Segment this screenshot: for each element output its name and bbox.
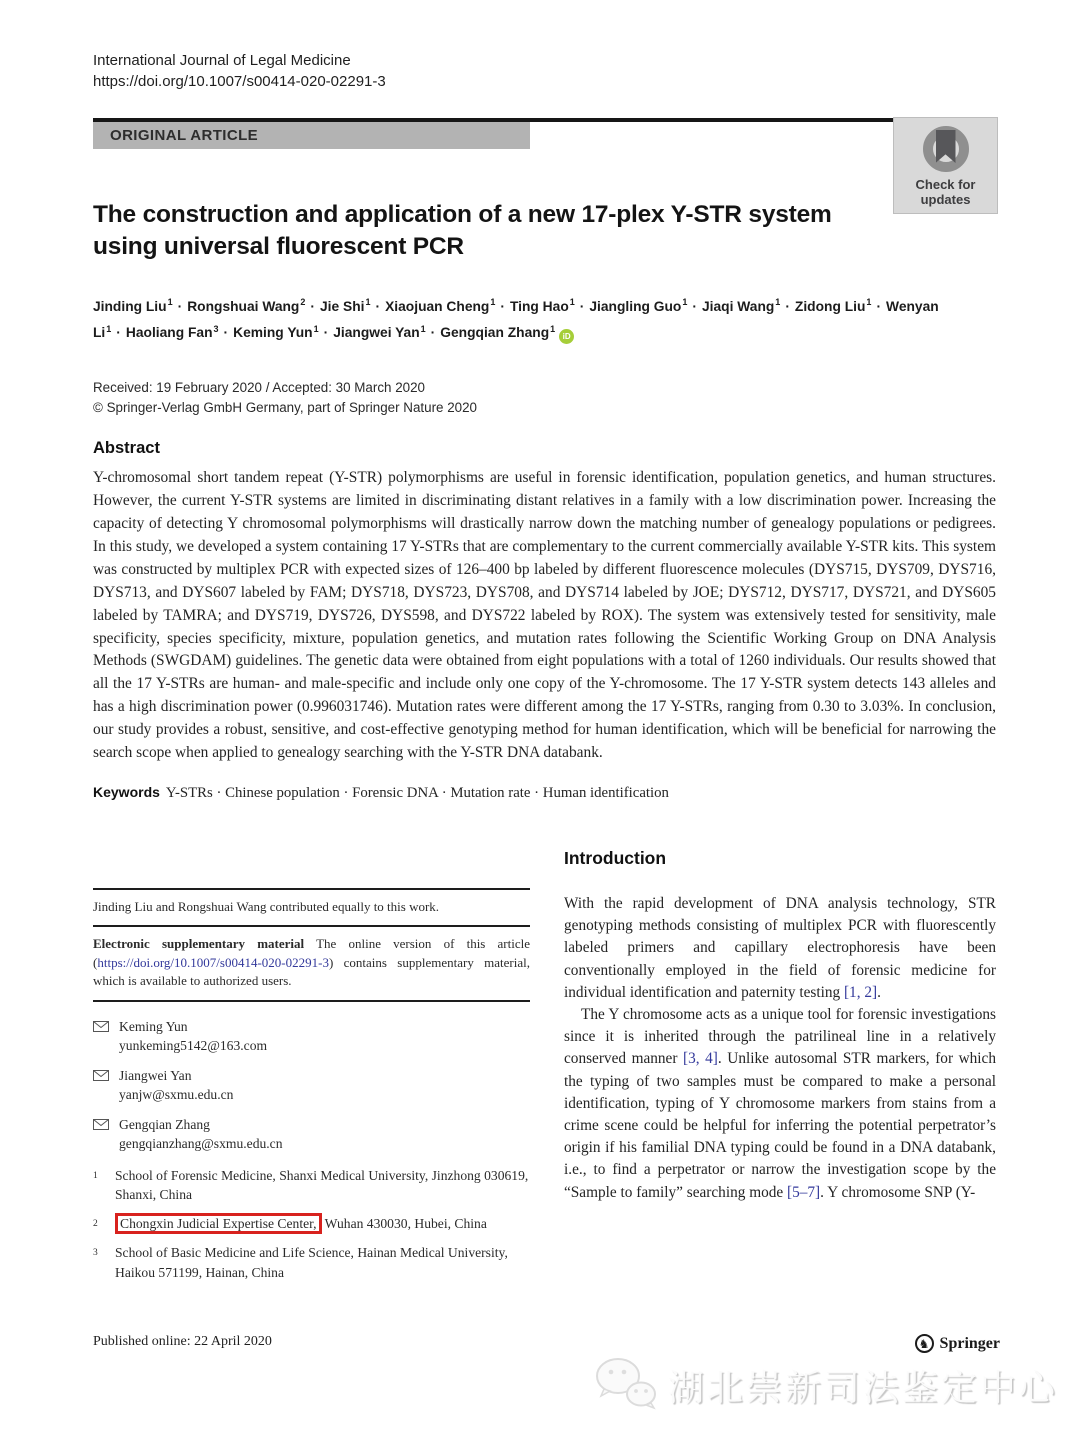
contact-entry bbox=[93, 1066, 530, 1104]
contact-name: Keming Yun bbox=[119, 1018, 188, 1034]
contact-entry bbox=[93, 1115, 530, 1153]
author-separator: · bbox=[375, 298, 381, 314]
check-updates-label: Check for updates bbox=[915, 177, 976, 207]
published-online: Published online: 22 April 2020 bbox=[93, 1334, 272, 1349]
envelope-icon bbox=[93, 1070, 109, 1081]
introduction-paragraph: With the rapid development of DNA analysis technology, STR genotyping methods consisting of multiplex PCR with fluorescently labeled primers and capillary electrophoresis have been conventionally employed in the field of forensic medicine for individual identification and paternity testing [1, 2]. bbox=[564, 894, 996, 1001]
author: Jiangwei Yan$^1$ bbox=[333, 323, 426, 341]
journal-doi: https://doi.org/10.1007/s00414-020-02291-3 bbox=[93, 73, 386, 90]
author: Xiaojuan Cheng$^1$ bbox=[385, 297, 496, 314]
equal-contribution-note: Jinding Liu and Rongshuai Wang contributed equally to this work. bbox=[93, 898, 440, 914]
two-column-region bbox=[93, 848, 996, 1292]
bookmark-icon bbox=[936, 130, 956, 163]
check-updates-icon bbox=[923, 126, 969, 172]
author: Jiangling Guo$^1$ bbox=[589, 297, 688, 314]
springer-emblem-icon: ♞ bbox=[915, 1334, 934, 1353]
contact-email: yunkeming5142@163.com bbox=[119, 1037, 268, 1053]
article-type-label: ORIGINAL ARTICLE bbox=[110, 127, 259, 144]
orcid-icon[interactable]: iD bbox=[559, 329, 574, 344]
keywords-label: Keywords bbox=[93, 783, 160, 800]
check-for-updates-badge[interactable] bbox=[893, 117, 998, 214]
footnote-rule bbox=[93, 1000, 530, 1002]
article-type-row bbox=[93, 118, 996, 207]
corresponding-authors bbox=[93, 1017, 530, 1153]
springer-wordmark: Springer bbox=[939, 1334, 1000, 1352]
author: Ting Hao$^1$ bbox=[509, 297, 575, 314]
author: Jinding Liu$^1$ bbox=[93, 297, 173, 314]
author-separator: · bbox=[310, 298, 315, 314]
citation-link[interactable]: [1, 2] bbox=[843, 983, 878, 1001]
received-accepted: Received: 19 February 2020 / Accepted: 30 March 2020 bbox=[93, 380, 425, 396]
red-highlight-box: Chongxin Judicial Expertise Center, bbox=[115, 1213, 322, 1234]
journal-name: International Journal of Legal Medicine bbox=[93, 52, 351, 69]
citation-link[interactable]: [3, 4] bbox=[683, 1050, 718, 1068]
author: Wenyan Li$^1$ bbox=[93, 298, 939, 341]
author-separator: · bbox=[692, 298, 697, 314]
envelope-icon bbox=[93, 1021, 109, 1032]
author: Zidong Liu$^1$ bbox=[794, 297, 872, 314]
citation-link[interactable]: [5–7] bbox=[787, 1183, 821, 1201]
article-title: The construction and application of a new 17-plex Y-STR system using universal fluorescent PCR bbox=[93, 201, 832, 260]
esm-label: Electronic supplementary material bbox=[93, 936, 305, 952]
contact-email: gengqianzhang@sxmu.edu.cn bbox=[119, 1135, 283, 1151]
introduction-paragraph: The Y chromosome acts as a unique tool for forensic investigations since it is inherited through the patrilineal line in a relatively conserved manner [3, 4]. Unlike autosomal STR markers, for which the typing of two samples must be compared to make a personal identification, typing of Y chromosome markers from stains from a crime scene could be helpful for inferring the potential perpetrator’s origin if his familial DNA typing could be found in a DNA databank, i.e., to find a perpetrator or narrow the investigation scope by the “Sample to family” searching mode [5–7]. Y chromosome SNP (Y- bbox=[564, 1005, 996, 1201]
author-separator: · bbox=[785, 298, 790, 314]
affiliation: 3 School of Basic Medicine and Life Science, Hainan Medical University, Haikou 571199, Hainan, China bbox=[93, 1245, 508, 1280]
author-separator: · bbox=[116, 325, 121, 341]
affiliation: 2 Chongxin Judicial Expertise Center, Wuhan 430030, Hubei, China bbox=[93, 1214, 530, 1235]
contact-name: Gengqian Zhang bbox=[119, 1116, 210, 1132]
abstract-heading: Abstract bbox=[93, 439, 160, 458]
envelope-icon bbox=[93, 1119, 109, 1130]
article-type-bar bbox=[93, 122, 530, 149]
keywords-text: Y-STRs · Chinese population · Forensic DNA · Mutation rate · Human identification bbox=[165, 784, 669, 801]
footnote-column bbox=[93, 848, 530, 1292]
author-separator: · bbox=[223, 325, 229, 341]
abstract-text: Y-chromosomal short tandem repeat (Y-STR) polymorphisms are useful in forensic identification, population genetics, and human structures. However, the current Y-STR systems are limited in discriminating distant relatives in a family with a low discrimination power. Increasing the capacity of detecting Y chromosomal polymorphisms will drastically narrow down the matching number of genealogy populations or pedigrees. In this study, we developed a system containing 17 Y-STRs that are complementary to the current commercially available Y-STR kits. This system was constructed by multiplex PCR with expected sizes of 126–400 bp labeled by different fluorescence molecules (DYS715, DYS709, DYS716, DYS713, and DYS607 labeled by FAM; DYS718, DYS723, DYS708, and DYS714 labeled by JOE; DYS712, DYS717, DYS721, and DYS605 labeled by TAMRA; and DYS719, DYS726, DYS598, and DYS722 labeled by ROX). The system was extensively tested for sensitivity, male specificity, species specificity, mixture, population genetics, and mutation rates following the Scientific Working Group on DNA Analysis Methods (SWGDAM) guidelines. The genetic data were obtained from eight populations with a total of 1260 individuals. Our results showed that all the 17 Y-STRs are human- and male-specific and include only one copy of the Y-chromosome. The 17 Y-STR system detects 143 alleles and has a high discrimination power (0.996031746). Mutation rates were different among the 17 Y-STRs, ranging from 0.30 to 3.03%. In conclusion, our study provides a robust, sensitive, and cost-effective genotyping method for human identification, which will be beneficial for narrowing the search scope when applied to genealogy searching with the Y-STR DNA databank. bbox=[93, 469, 996, 762]
article-dates bbox=[93, 378, 996, 417]
author-separator: · bbox=[323, 325, 329, 341]
author: Jiaqi Wang$^1$ bbox=[701, 297, 781, 314]
keywords-line bbox=[93, 784, 996, 802]
author-list bbox=[93, 291, 996, 344]
contact-email: yanjw@sxmu.edu.cn bbox=[119, 1086, 234, 1102]
page-footer bbox=[93, 1334, 1000, 1353]
introduction-heading: Introduction bbox=[564, 847, 667, 868]
author: Gengqian Zhang$^1$ bbox=[440, 323, 556, 341]
author-separator: · bbox=[876, 298, 882, 314]
journal-header bbox=[93, 50, 996, 92]
author-separator: · bbox=[430, 325, 436, 341]
introduction-column bbox=[564, 848, 996, 1292]
contact-entry bbox=[93, 1017, 530, 1055]
contact-name: Jiangwei Yan bbox=[119, 1067, 192, 1083]
author: Jie Shi$^1$ bbox=[319, 297, 371, 314]
watermark-text: 湖北崇新司法鉴定中心 bbox=[667, 1367, 1058, 1408]
affiliation-list bbox=[93, 1166, 530, 1283]
wechat-icon bbox=[594, 1356, 658, 1415]
author: Rongshuai Wang$^2$ bbox=[187, 297, 306, 314]
affiliation: 1 School of Forensic Medicine, Shanxi Medical University, Jinzhong 030619, Shanxi, China bbox=[93, 1167, 529, 1203]
author: Keming Yun$^1$ bbox=[233, 323, 319, 341]
springer-logo bbox=[915, 1334, 1000, 1353]
author: Haoliang Fan$^3$ bbox=[125, 323, 219, 341]
watermark bbox=[594, 1356, 1058, 1415]
copyright-line: © Springer-Verlag GmbH Germany, part of Springer Nature 2020 bbox=[93, 399, 477, 415]
esm-doi-link[interactable]: https://doi.org/10.1007/s00414-020-02291-3 bbox=[97, 954, 329, 970]
author-separator: · bbox=[177, 298, 183, 314]
esm-note: Electronic supplementary material The online version of this article (https://doi.org/10.1007/s00414-020-02291-3) contains supplementary material, which is available to authorized users. bbox=[93, 936, 531, 989]
author-separator: · bbox=[579, 298, 585, 314]
author-separator: · bbox=[500, 298, 505, 314]
